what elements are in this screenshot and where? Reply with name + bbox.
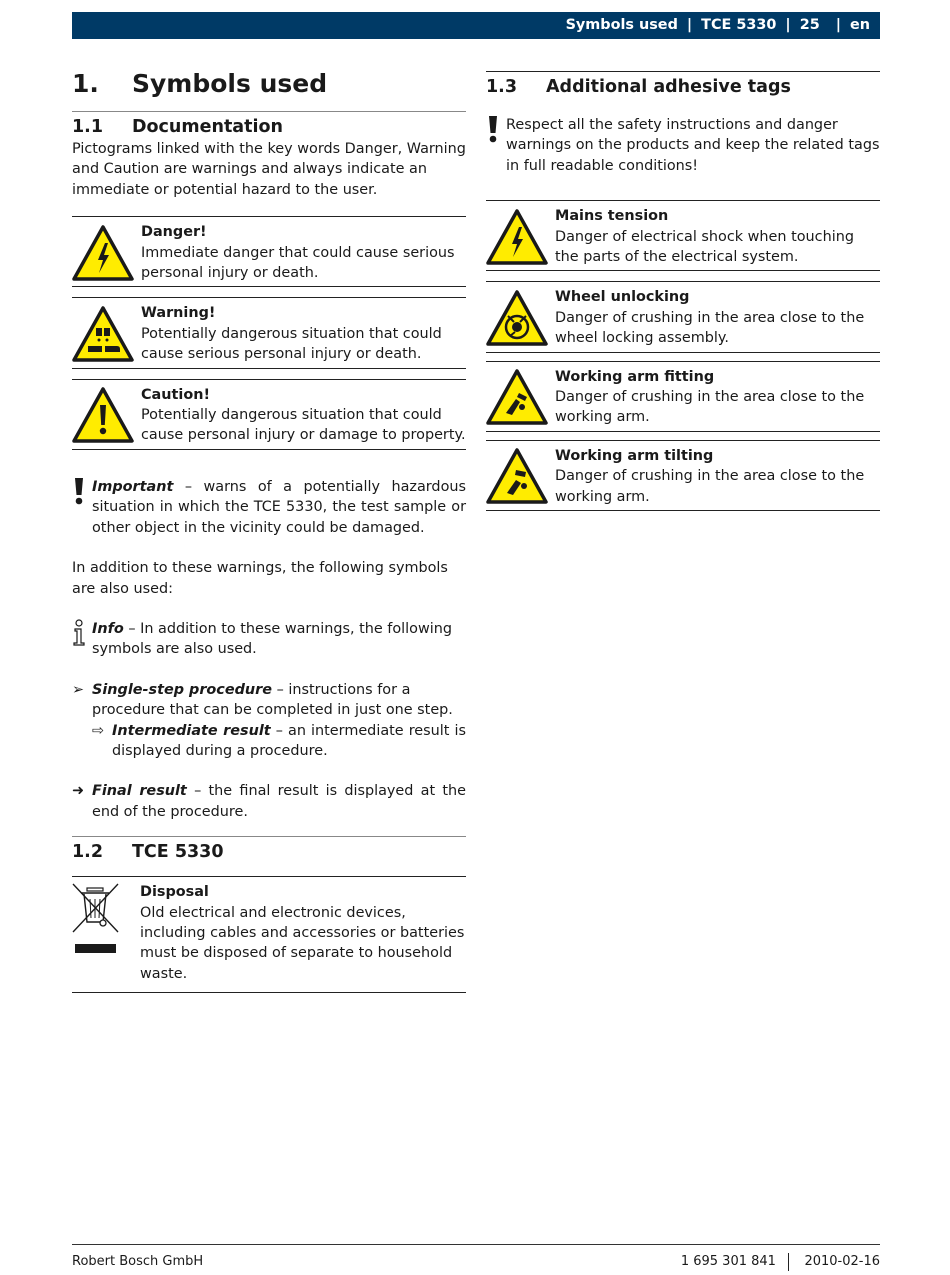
- disposal-block: [72, 876, 466, 993]
- corrosive-hazard-icon: [72, 306, 134, 362]
- exclamation-icon: [72, 477, 92, 538]
- footer-date: 2010-02-16: [804, 1254, 880, 1269]
- adhesive-tags-text: Respect all the safety instructions and danger warnings on the products and keep the related tags in full readable conditions!: [506, 117, 880, 174]
- info-label: Info: [92, 620, 124, 637]
- final-result-note: [72, 781, 466, 822]
- info-note: [72, 619, 466, 660]
- single-step-text: – instructions for a procedure that can be completed in just one step.: [92, 681, 453, 719]
- header-separator: |: [686, 17, 693, 34]
- section-heading: [486, 75, 880, 99]
- header-section: Symbols used: [565, 17, 678, 34]
- footer-right: [681, 1252, 880, 1272]
- tag-text: Danger of crushing in the area close to the working arm.: [555, 389, 865, 426]
- tag-title: Mains tension: [555, 208, 669, 225]
- chapter-title: Symbols used: [132, 69, 328, 98]
- danger-block: [72, 216, 466, 287]
- important-label: Important: [92, 478, 174, 495]
- crushing-wheel-icon: [486, 290, 548, 346]
- intermediate-note: [92, 721, 466, 762]
- danger-title: Danger!: [141, 224, 207, 241]
- info-icon: [72, 619, 92, 660]
- header-separator: |: [835, 17, 841, 34]
- addition-text: In addition to these warnings, the following symbols are also used:: [72, 560, 448, 597]
- bold-arrow-icon: ➜: [72, 783, 85, 800]
- tag-text: Danger of crushing in the area close to the working arm.: [555, 468, 865, 505]
- warning-block: [72, 297, 466, 368]
- page-header: [72, 12, 880, 39]
- single-step-label: Single-step procedure: [92, 681, 273, 698]
- arrowhead-icon: ➢: [72, 681, 85, 698]
- final-result-text: – the final result is displayed at the end of the procedure.: [92, 783, 466, 820]
- section-number: 1.2: [72, 842, 104, 863]
- intermediate-label: Intermediate result: [112, 722, 271, 739]
- info-text: – In addition to these warnings, the following symbols are also used.: [92, 620, 452, 658]
- chapter-number: 1.: [72, 69, 99, 98]
- caution-block: [72, 379, 466, 450]
- tag-title: Wheel unlocking: [555, 289, 690, 306]
- right-column: [486, 71, 880, 511]
- tag-text: Danger of electrical shock when touching the parts of the electrical system.: [555, 228, 854, 266]
- documentation-intro: Pictograms linked with the key words Danger, Warning and Caution are warnings and always indicate an immediate or potential hazard to the user.: [72, 141, 466, 198]
- footer-doc-number: 1 695 301 841: [680, 1254, 776, 1269]
- warning-title: Warning!: [141, 305, 216, 322]
- tag-wheel-unlocking: [486, 281, 880, 352]
- section-documentation: [72, 111, 466, 200]
- tag-title: Working arm fitting: [555, 368, 715, 385]
- header-product: TCE 5330: [701, 17, 777, 34]
- tag-text: Danger of crushing in the area close to the wheel locking assembly.: [555, 309, 865, 347]
- electric-hazard-icon: [72, 225, 134, 281]
- crushing-arm-icon: [486, 369, 548, 425]
- header-page-number: 25: [799, 17, 820, 34]
- single-step-note: [72, 680, 466, 762]
- intermediate-text: – an intermediate result is displayed during a procedure.: [112, 722, 466, 759]
- danger-text: Immediate danger that could cause serious personal injury or death.: [141, 244, 455, 282]
- crossed-bin-icon: [72, 882, 122, 956]
- exclamation-icon: [486, 115, 506, 176]
- footer-rule: [72, 1244, 880, 1245]
- chapter-heading: [72, 68, 466, 100]
- electric-hazard-icon: [486, 209, 548, 265]
- footer-divider: [788, 1253, 790, 1271]
- tag-title: Working arm tilting: [555, 447, 714, 464]
- section-adhesive-tags: [486, 71, 880, 99]
- caution-text: Potentially dangerous situation that could cause personal injury or damage to property.: [141, 407, 466, 444]
- important-note: [72, 477, 466, 538]
- tag-working-arm-fitting: [486, 361, 880, 432]
- important-text: – warns of a potentially hazardous situation in which the TCE 5330, the test sample or other object in the vicinity could be damaged.: [92, 478, 466, 536]
- section-tce5330: [72, 836, 466, 864]
- tag-working-arm-tilting: [486, 440, 880, 511]
- hollow-arrow-icon: ⇨: [92, 722, 105, 739]
- section-number: 1.1: [72, 117, 104, 137]
- section-title: Documentation: [132, 117, 283, 137]
- section-title: TCE 5330: [132, 842, 224, 863]
- footer-company: Robert Bosch GmbH: [72, 1254, 204, 1269]
- header-separator: |: [785, 17, 791, 34]
- section-heading: [72, 840, 466, 864]
- left-column: [72, 68, 466, 993]
- disposal-title: Disposal: [140, 884, 209, 901]
- section-title: Additional adhesive tags: [546, 77, 791, 97]
- tag-mains-tension: [486, 200, 880, 271]
- warning-text: Potentially dangerous situation that could cause serious personal injury or death.: [141, 325, 442, 363]
- caution-title: Caution!: [141, 386, 211, 403]
- adhesive-tags-intro: [486, 115, 880, 176]
- disposal-text: Old electrical and electronic devices, including cables and accessories or batteries must be disposed of separate to household waste.: [140, 904, 465, 982]
- crushing-arm-tilt-icon: [486, 448, 548, 504]
- exclamation-hazard-icon: [72, 387, 134, 443]
- final-result-label: Final result: [92, 783, 187, 800]
- section-number: 1.3: [486, 77, 518, 97]
- header-language: en: [849, 17, 870, 34]
- section-heading: [72, 115, 466, 139]
